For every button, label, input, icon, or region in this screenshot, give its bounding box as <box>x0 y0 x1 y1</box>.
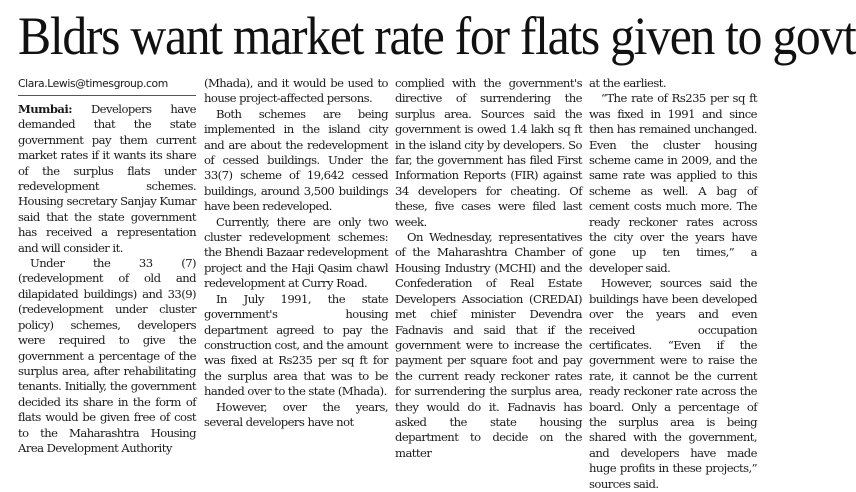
paragraph: Both schemes are being implemented in the island city and are about the redevelopment of cessed buildings. Under the 33(7) scheme of 19,642 cessed buildings, around 3,500 buildings have been redeveloped. <box>204 106 388 214</box>
dateline: Mumbai: <box>18 102 72 116</box>
paragraph: complied with the government's directive of surrendering the surplus area. Sources said the government is owed 1.4 lakh sq ft in the island city by developers. So far, the government has filed First Information Reports (FIR) against 34 developers for cheating. Of these, five cases were filed last week. <box>395 76 582 229</box>
byline: Clara.Lewis@timesgroup.com <box>18 77 168 90</box>
paragraph: On Wednesday, representatives of the Maharashtra Chamber of Housing Industry (MCHI) and the Confederation of Real Estate Developers Association (CREDAI) met chief minister Devendra Fadnavis and said that if the government were to increase the payment per square foot and pay the current ready reckoner rates for surrendering the surplus area, they would do it. Fadnavis has asked the state housing department to decide on the matter <box>395 230 582 460</box>
paragraph: In July 1991, the state government's housing department agreed to pay the construction cost, and the amount was fixed at Rs235 per sq ft for the surplus area that was to be handed over to the state (Mhada). <box>204 291 388 399</box>
paragraph: (Mhada), and it would be used to house project-affected persons. <box>204 76 388 106</box>
column-2 <box>204 76 388 481</box>
column-4 <box>589 76 757 491</box>
paragraph-text: Developers have demanded that the state government pay them current market rates if it wants its share of the surplus flats under redevelopment schemes. Housing secretary Sanjay Kumar said that the state government has received a representation and will consider it. <box>18 102 196 255</box>
paragraph <box>18 102 196 256</box>
paragraph: Under the 33 (7) (redevelopment of old and dilapidated buildings) and 33(9) (redevelopment under cluster policy) schemes, developers were required to give the government a percentage of the surplus area, after rehabilitating tenants. Initially, the government decided its share in the form of flats would be given free of cost to the Maharashtra Housing Area Development Authority <box>18 256 196 455</box>
paragraph: Currently, there are only two cluster redevelopment schemes: the Bhendi Bazaar redevelopment project and the Haji Qasim chawl redevelopment at Curry Road. <box>204 214 388 291</box>
column-1 <box>18 76 196 481</box>
headline: Bldrs want market rate for flats given to govt <box>18 6 856 66</box>
paragraph: “The rate of Rs235 per sq ft was fixed in 1991 and since then has remained unchanged. Even the cluster housing scheme came in 2009, and the same rate was applied to this scheme as well. A bag of cement costs much more. The ready reckoner rates across the city over the years have gone up ten times,” a developer said. <box>589 91 757 275</box>
paragraph: However, over the years, several developers have not <box>204 399 388 429</box>
byline-divider <box>18 95 196 96</box>
paragraph: at the earliest. <box>589 76 667 90</box>
paragraph: However, sources said the buildings have been developed over the years and even received occupation certificates. “Even if the government were to raise the rate, it cannot be the current ready reckoner rate across the board. Only a percentage of the surplus area is being shared with the government, and developers have made huge profits in these projects,” sources said. <box>589 276 757 491</box>
column-3 <box>395 76 582 481</box>
